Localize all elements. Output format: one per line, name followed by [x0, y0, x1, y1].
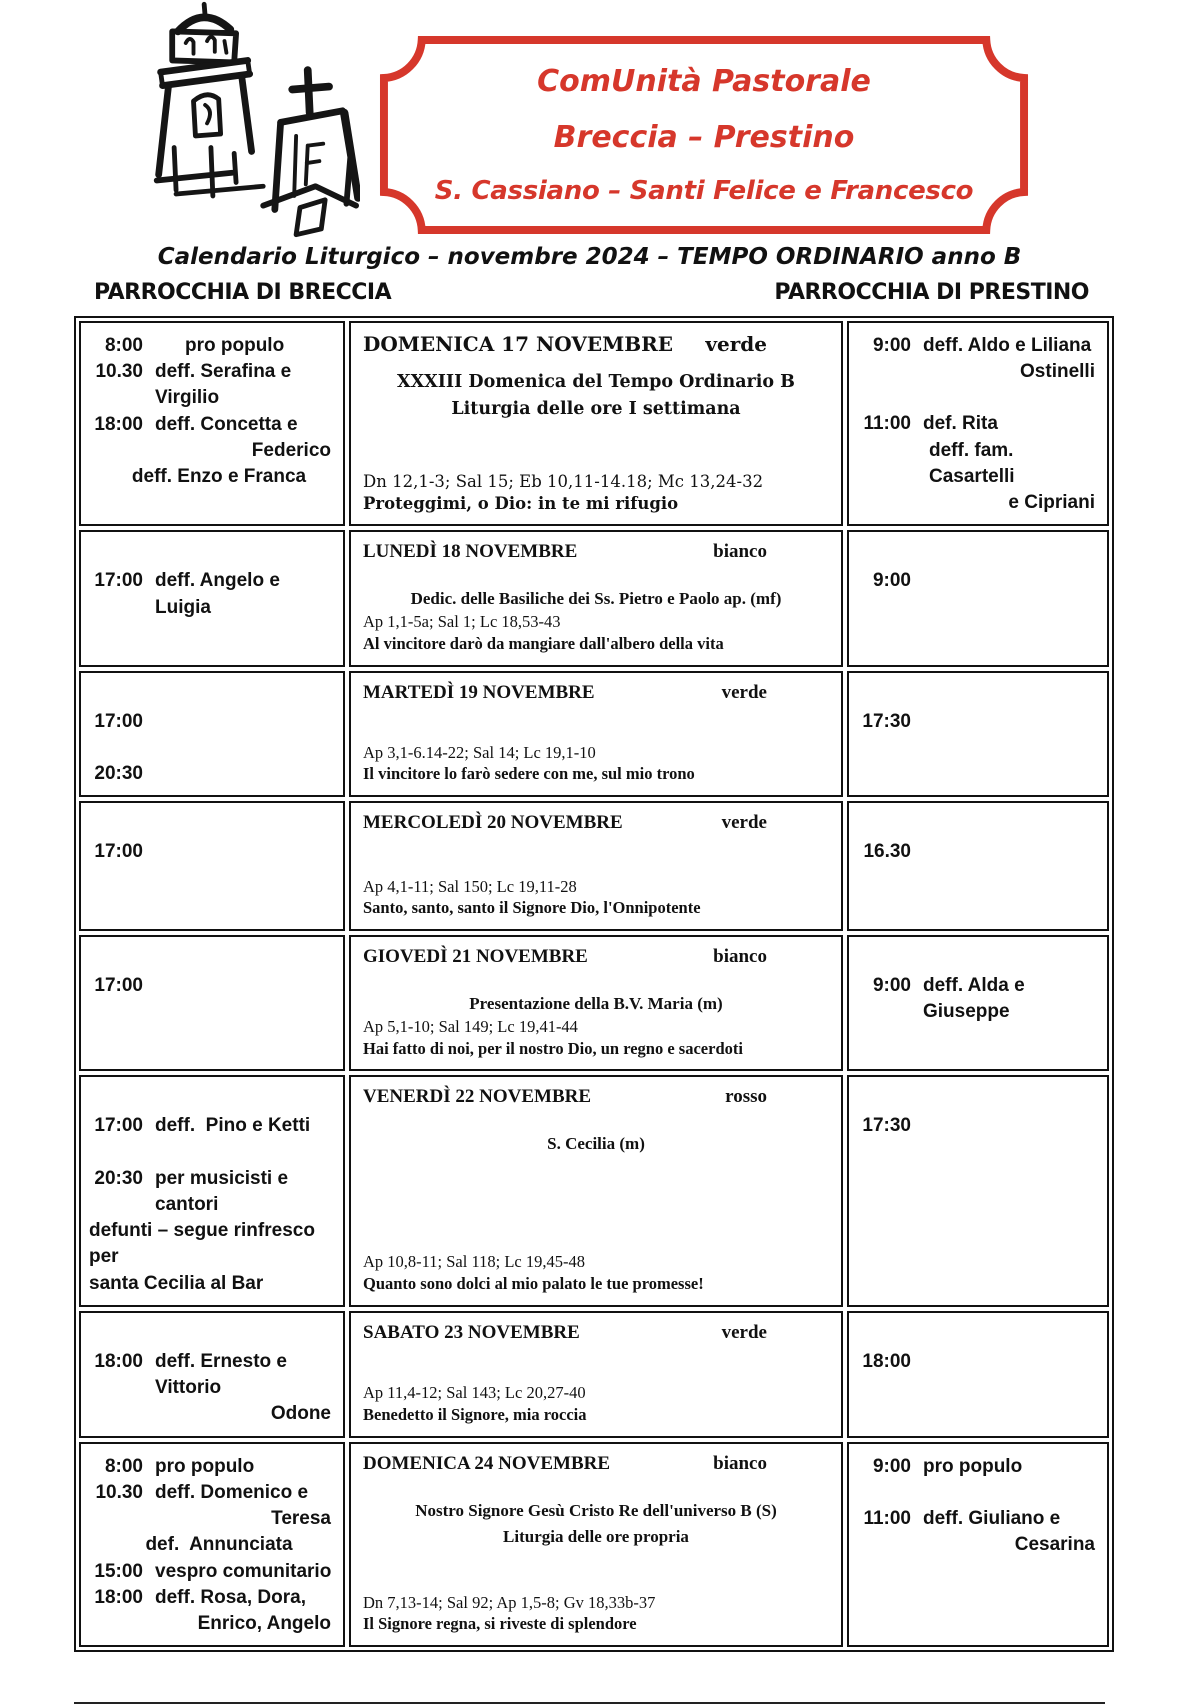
mass-time: 17:00: [94, 710, 143, 732]
mass-time: 17:00: [94, 570, 143, 592]
mass-line: [855, 568, 1099, 594]
mass-intention: deff. Serafina e Virgilio: [155, 361, 297, 409]
mass-line: [87, 333, 335, 359]
day-header: [363, 1322, 829, 1344]
mass-intention: Ostinelli: [1020, 361, 1095, 383]
mass-intention: e Cipriani: [1008, 492, 1095, 514]
prestino-cell: [847, 1311, 1109, 1438]
breccia-cell: [79, 1442, 345, 1648]
day-title: VENERDÌ 22 NOVEMBRE: [363, 1086, 592, 1108]
readings-block: [363, 611, 829, 655]
mass-intention: Odone: [270, 1403, 331, 1425]
readings: Ap 1,1-5a; Sal 1; Lc 18,53-43: [363, 612, 561, 632]
breccia-cell: [79, 321, 345, 526]
readings-block: [363, 742, 829, 786]
table-row: [79, 801, 1109, 931]
breccia-cell: [79, 935, 345, 1071]
day-cell: [349, 671, 843, 797]
feast-line: Liturgia delle ore I settimana: [451, 398, 741, 419]
day-header: [363, 541, 829, 563]
day-title: LUNEDÌ 18 NOVEMBRE: [363, 541, 578, 563]
community-title: [378, 34, 1030, 236]
mass-intention: deff. Angelo e Luigia: [155, 570, 286, 618]
day-header: [363, 946, 829, 968]
mass-line: [929, 438, 1099, 490]
day-header: [363, 1453, 829, 1475]
mass-line: [855, 411, 1099, 437]
mass-intention: deff. Alda e Giuseppe: [923, 975, 1030, 1023]
day-title: MERCOLEDÌ 20 NOVEMBRE: [363, 812, 623, 834]
day-title: DOMENICA 24 NOVEMBRE: [363, 1452, 611, 1474]
day-title: SABATO 23 NOVEMBRE: [363, 1321, 580, 1343]
community-title-line-1: ComUnità Pastorale: [537, 64, 871, 100]
mass-time: 18:00: [862, 1350, 911, 1372]
readings-block: [363, 1251, 829, 1295]
mass-time: 17:30: [862, 1115, 911, 1137]
day-title: DOMENICA 17 NOVEMBRE: [363, 332, 673, 356]
prestino-cell: [847, 1442, 1109, 1648]
mass-intention: Federico: [251, 439, 331, 461]
antiphon: Il Signore regna, si riveste di splendore: [363, 1614, 637, 1634]
mass-line: [87, 1611, 335, 1637]
liturgical-color: verde: [721, 1321, 767, 1343]
mass-line: [87, 1506, 335, 1532]
mass-time: 17:30: [862, 710, 911, 732]
mass-line: [87, 438, 335, 464]
mass-intention: vespro comunitario: [155, 1560, 332, 1582]
mass-time: 11:00: [863, 413, 911, 435]
liturgical-color: bianco: [713, 946, 767, 968]
table-row: [79, 1075, 1109, 1306]
breccia-cell: [79, 530, 345, 666]
prestino-cell: [847, 321, 1109, 526]
readings-block: [363, 1592, 829, 1636]
readings: Ap 5,1-10; Sal 149; Lc 19,41-44: [363, 1016, 578, 1036]
mass-line: [855, 1454, 1099, 1480]
parish-breccia-heading: PARROCCHIA DI BRECCIA: [94, 280, 392, 305]
table-row: [79, 530, 1109, 666]
mass-line: [87, 839, 335, 865]
day-cell: [349, 1311, 843, 1438]
prestino-cell: [847, 935, 1109, 1071]
mass-line: [87, 1113, 335, 1139]
community-title-line-2: Breccia – Prestino: [553, 119, 855, 155]
mass-intention: deff. Pino e Ketti: [155, 1115, 311, 1137]
mass-line: [855, 709, 1099, 735]
mass-intention: Enrico, Angelo: [197, 1613, 331, 1635]
mass-intention: def. Annunciata: [145, 1534, 293, 1556]
mass-intention: deff. Giuliano e: [923, 1507, 1061, 1529]
mass-line: [87, 1480, 335, 1506]
parish-header-row: [74, 280, 1105, 305]
breccia-cell: [79, 671, 345, 797]
liturgical-color: bianco: [713, 541, 767, 563]
mass-intention: deff. Aldo e Liliana: [923, 335, 1092, 356]
mass-time: 9:00: [872, 570, 911, 592]
mass-intention: deff. Domenico e: [155, 1481, 309, 1503]
day-title: MARTEDÌ 19 NOVEMBRE: [363, 681, 595, 703]
prestino-cell: [847, 671, 1109, 797]
mass-line: [855, 359, 1099, 385]
antiphon: Al vincitore darò da mangiare dall'albero della vita: [363, 633, 724, 653]
mass-intention: Teresa: [271, 1508, 331, 1530]
prestino-cell: [847, 1075, 1109, 1306]
breccia-cell: [79, 801, 345, 931]
antiphon: Proteggimi, o Dio: in te mi rifugio: [363, 493, 679, 513]
day-cell: [349, 1442, 843, 1648]
mass-intention: deff. Enzo e Franca: [131, 466, 307, 488]
day-cell: [349, 321, 843, 526]
antiphon: Hai fatto di noi, per il nostro Dio, un regno e sacerdoti: [363, 1038, 743, 1058]
mass-intention: deff. Concetta e: [155, 413, 298, 435]
mass-line: [87, 1585, 335, 1611]
readings-block: [363, 1016, 829, 1060]
feast-line: XXXIII Domenica del Tempo Ordinario B: [397, 372, 795, 392]
church-tower-logo: [118, 0, 360, 238]
mass-line: [855, 333, 1099, 359]
antiphon: Santo, santo, santo il Signore Dio, l'Onnipotente: [363, 898, 701, 918]
day-header: [363, 682, 829, 704]
mass-line: [87, 709, 335, 735]
table-row: [79, 321, 1109, 526]
day-cell: [349, 801, 843, 931]
mass-line: [87, 761, 335, 787]
mass-line: [855, 1349, 1099, 1375]
calendar-table: [74, 316, 1114, 1652]
community-title-plaque: [378, 34, 1030, 236]
breccia-cell: [79, 1311, 345, 1438]
feast-line: Presentazione della B.V. Maria (m): [469, 994, 723, 1014]
mass-intention: santa Cecilia al Bar: [89, 1272, 264, 1294]
mass-line: [855, 1506, 1099, 1532]
mass-line: [87, 1559, 335, 1585]
mass-intention: Cesarina: [1014, 1534, 1095, 1556]
page-header: [0, 0, 1179, 316]
readings: Dn 7,13-14; Sal 92; Ap 1,5-8; Gv 18,33b-37: [363, 1592, 656, 1612]
mass-line: [87, 1349, 335, 1401]
mass-time: 9:00: [872, 1455, 911, 1477]
breccia-cell: [79, 1075, 345, 1306]
feast-line: Liturgia delle ore propria: [503, 1526, 689, 1546]
mass-time: 18:00: [94, 1350, 143, 1372]
community-title-line-3: S. Cassiano – Santi Felice e Francesco: [434, 175, 974, 206]
mass-intention: def. Rita: [923, 413, 998, 435]
mass-time: 10.30: [95, 1481, 143, 1503]
table-row: [79, 671, 1109, 797]
mass-time: 18:00: [94, 413, 143, 435]
mass-intention: pro populo: [155, 1455, 255, 1477]
day-header: [363, 1086, 829, 1108]
antiphon: Quanto sono dolci al mio palato le tue promesse!: [363, 1273, 704, 1293]
mass-line: [855, 839, 1099, 865]
mass-time: 8:00: [104, 1455, 143, 1477]
liturgical-color: bianco: [713, 1452, 767, 1474]
calendar-subtitle: Calendario Liturgico – novembre 2024 – TEMPO ORDINARIO anno B: [157, 244, 1022, 270]
mass-time: 15:00: [94, 1560, 143, 1582]
liturgical-color: rosso: [725, 1086, 767, 1108]
antiphon: Benedetto il Signore, mia roccia: [363, 1404, 587, 1424]
antiphon: Il vincitore lo farò sedere con me, sul mio trono: [363, 764, 695, 784]
mass-line: [87, 973, 335, 999]
mass-line: [87, 464, 335, 490]
mass-intention: per musicisti e cantori: [155, 1167, 294, 1215]
mass-line: [87, 359, 335, 411]
mass-line: [855, 1113, 1099, 1139]
mass-line: [87, 568, 335, 620]
readings-block: [363, 876, 829, 920]
feast-line: S. Cecilia (m): [547, 1134, 645, 1154]
day-title: GIOVEDÌ 21 NOVEMBRE: [363, 946, 588, 968]
mass-intention: deff. Ernesto e Vittorio: [155, 1350, 293, 1398]
parish-prestino-heading: PARROCCHIA DI PRESTINO: [774, 280, 1089, 305]
mass-intention: deff. Rosa, Dora,: [155, 1586, 306, 1608]
mass-time: 10.30: [95, 361, 143, 383]
table-row: [79, 1311, 1109, 1438]
mass-time: 20:30: [94, 1167, 143, 1189]
readings: Ap 4,1-11; Sal 150; Lc 19,11-28: [363, 876, 577, 896]
mass-line: [855, 973, 1099, 1025]
mass-line: [855, 490, 1099, 516]
day-header: [363, 812, 829, 834]
mass-intention: defunti – segue rinfresco per: [89, 1220, 321, 1268]
mass-intention: pro populo: [185, 335, 285, 356]
mass-time: 18:00: [94, 1586, 143, 1608]
day-header: [363, 332, 829, 356]
mass-time: 17:00: [94, 975, 143, 997]
mass-line: [89, 1271, 335, 1297]
readings: Dn 12,1-3; Sal 15; Eb 10,11-14.18; Mc 13,24-32: [363, 471, 764, 491]
readings-block: [363, 1382, 829, 1426]
day-cell: [349, 935, 843, 1071]
mass-time: 8:00: [104, 335, 143, 356]
liturgical-color: verde: [705, 332, 767, 356]
mass-time: 9:00: [872, 335, 911, 356]
day-cell: [349, 530, 843, 666]
mass-line: [87, 412, 335, 438]
readings: Ap 3,1-6.14-22; Sal 14; Lc 19,1-10: [363, 742, 596, 762]
prestino-cell: [847, 801, 1109, 931]
mass-time: 9:00: [872, 975, 911, 997]
liturgical-color: verde: [721, 681, 767, 703]
mass-line: [89, 1218, 335, 1270]
table-row: [79, 935, 1109, 1071]
mass-line: [87, 1532, 335, 1558]
readings: Ap 11,4-12; Sal 143; Lc 20,27-40: [363, 1383, 586, 1403]
mass-time: 16.30: [863, 841, 911, 863]
mass-line: [87, 1401, 335, 1427]
readings: Ap 10,8-11; Sal 118; Lc 19,45-48: [363, 1252, 585, 1272]
mass-time: 17:00: [94, 841, 143, 863]
mass-intention: pro populo: [923, 1455, 1023, 1477]
mass-intention: deff. fam. Casartelli: [929, 439, 1019, 487]
mass-time: 20:30: [94, 762, 143, 784]
mass-line: [87, 1454, 335, 1480]
feast-line: Dedic. delle Basiliche dei Ss. Pietro e Paolo ap. (mf): [410, 589, 782, 609]
mass-line: [87, 1166, 335, 1218]
mass-time: 17:00: [94, 1115, 143, 1137]
feast-line: Nostro Signore Gesù Cristo Re dell'universo B (S): [415, 1500, 777, 1520]
mass-time: 11:00: [863, 1507, 911, 1529]
mass-line: [855, 1532, 1099, 1558]
table-row: [79, 1442, 1109, 1648]
day-cell: [349, 1075, 843, 1306]
readings-block: [363, 471, 829, 515]
liturgical-color: verde: [721, 812, 767, 834]
prestino-cell: [847, 530, 1109, 666]
